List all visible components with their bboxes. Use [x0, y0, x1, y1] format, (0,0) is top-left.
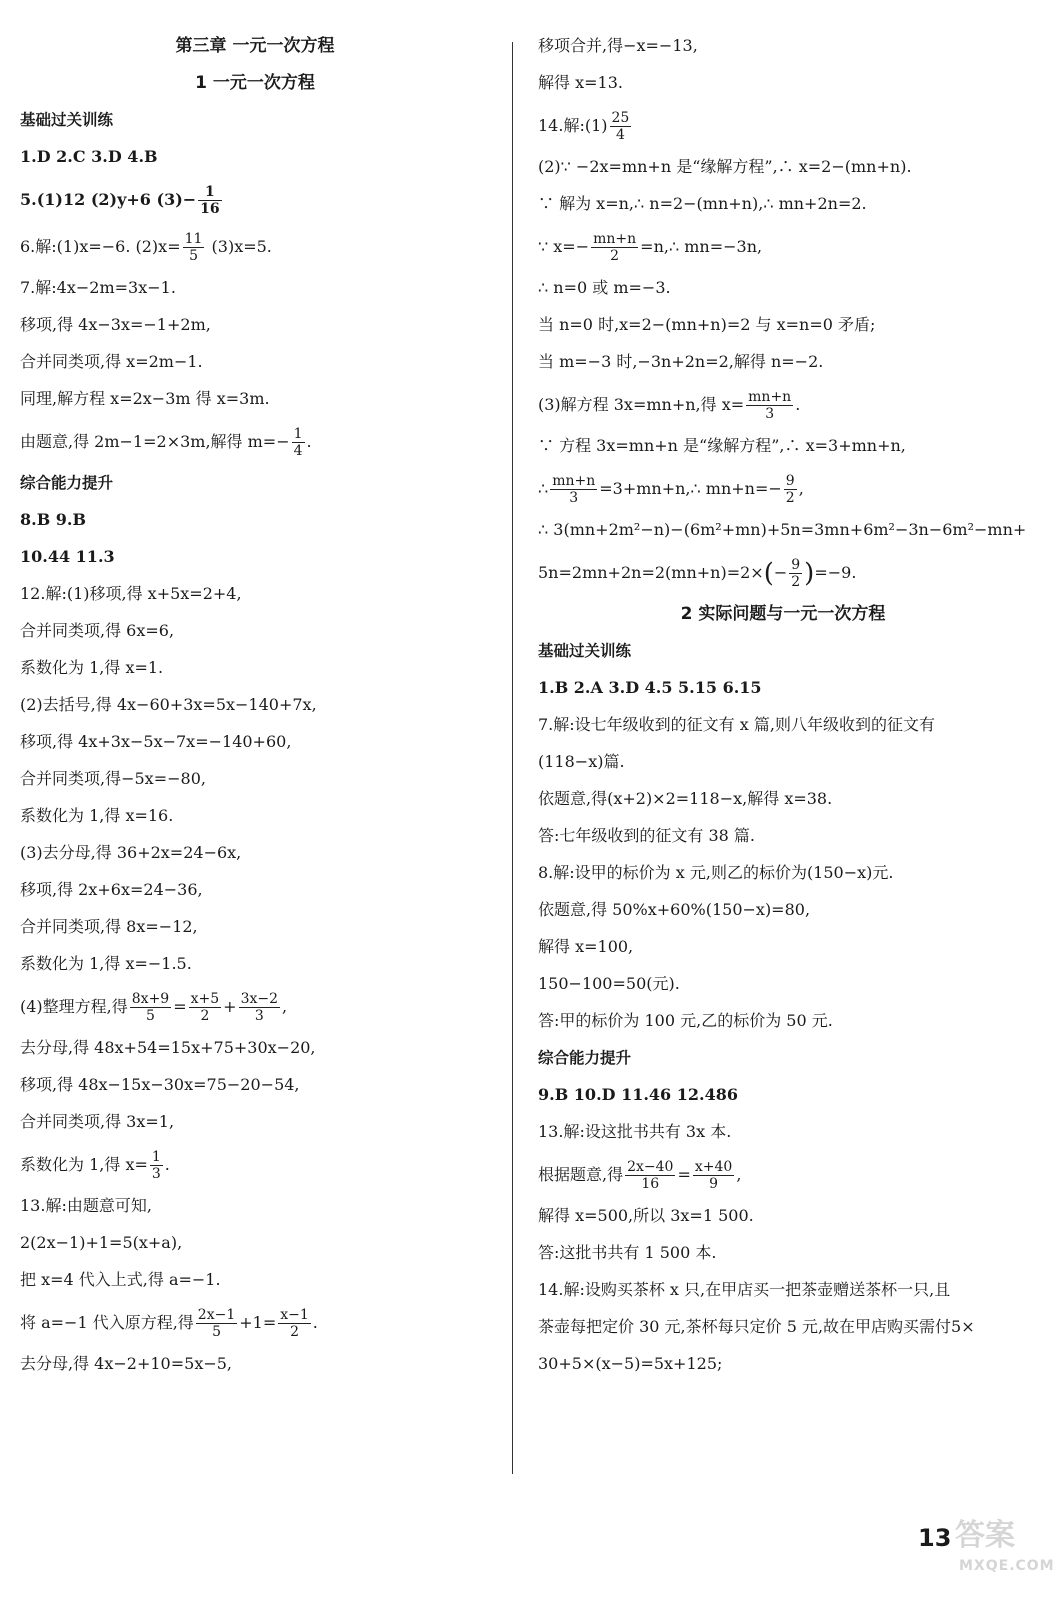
section-title-1: 1 一元一次方程 [195, 73, 315, 93]
solution-line: 合并同类项,得 x=2m−1. [20, 352, 203, 371]
watermark-text: 答案 [955, 1518, 1015, 1553]
fraction: $\frac{mn+n}{3}$ [748, 389, 792, 422]
answer-line: 1.D 2.C 3.D 4.B [20, 147, 158, 166]
watermark-logo [955, 1510, 1055, 1590]
fraction: $\frac{3x-2}{3}$ [240, 991, 279, 1024]
solution-line: 7.解:设七年级收到的征文有 x 篇,则八年级收到的征文有 [538, 715, 935, 734]
solution-line: ∴ 3(mn+2m²−n)−(6m²+mn)+5n=3mn+6m²−3n−6m²−mn+ [538, 520, 1027, 539]
fraction: $\frac{2x-40}{16}$ [627, 1159, 674, 1192]
answer-line: 5.(1)12 (2)y+6 (3)− $\frac{1}{16}$ [20, 184, 220, 217]
solution-line: 移项,得 4x+3x−5x−7x=−140+60, [20, 732, 292, 751]
fraction: $\frac{8x+9}{5}$ [131, 991, 170, 1024]
solution-line: 移项,得 48x−15x−30x=75−20−54, [20, 1075, 300, 1094]
solution-line: 5n=2mn+2n=2(mn+n)=2×(− $\frac{9}{2}$ )=−9. [538, 557, 857, 590]
fraction: $\frac{2x-1}{5}$ [197, 1307, 236, 1340]
solution-line: 系数化为 1,得 x=16. [20, 806, 174, 825]
solution-line: (3)去分母,得 36+2x=24−6x, [20, 843, 242, 862]
solution-line: 把 x=4 代入上式,得 a=−1. [20, 1270, 221, 1289]
solution-line: 2(2x−1)+1=5(x+a), [20, 1233, 183, 1252]
solution-line: 依题意,得(x+2)×2=118−x,解得 x=38. [538, 789, 833, 808]
solution-line: 解得 x=500,所以 3x=1 500. [538, 1206, 754, 1225]
solution-line: 移项合并,得−x=−13, [538, 36, 698, 55]
left-column [20, 36, 490, 1391]
solution-line: ∵ x=− $\frac{mn+n}{2}$ =n,∴ mn=−3n, [538, 231, 763, 264]
solution-line: 去分母,得 4x−2+10=5x−5, [20, 1354, 233, 1373]
solution-line: 30+5×(x−5)=5x+125; [538, 1354, 723, 1373]
page-number: 13 [918, 1524, 952, 1552]
solution-line: (118−x)篇. [538, 752, 625, 771]
solution-line: 解得 x=100, [538, 937, 634, 956]
solution-line: (2)∵ −2x=mn+n 是“缘解方程”,∴ x=2−(mn+n). [538, 157, 912, 176]
fraction: $\frac{x-1}{2}$ [280, 1307, 309, 1340]
solution-line: 依题意,得 50%x+60%(150−x)=80, [538, 900, 811, 919]
solution-line: 当 m=−3 时,−3n+2n=2,解得 n=−2. [538, 352, 824, 371]
subsection-basic: 基础过关训练 [20, 111, 114, 129]
subsection-comprehensive: 综合能力提升 [20, 474, 114, 492]
solution-line: 合并同类项,得 8x=−12, [20, 917, 198, 936]
answer-line: 8.B 9.B [20, 510, 87, 529]
solution-line: 答:七年级收到的征文有 38 篇. [538, 826, 756, 845]
solution-line: 茶壶每把定价 30 元,茶杯每只定价 5 元,故在甲店购买需付5× [538, 1317, 975, 1336]
solution-line: 合并同类项,得 3x=1, [20, 1112, 175, 1131]
fraction: $\frac{x+5}{2}$ [190, 991, 220, 1024]
answer-line: 10.44 11.3 [20, 547, 115, 566]
watermark-url: MXQE.COM [959, 1558, 1055, 1574]
solution-line: 12.解:(1)移项,得 x+5x=2+4, [20, 584, 242, 603]
solution-line: 答:甲的标价为 100 元,乙的标价为 50 元. [538, 1011, 833, 1030]
solution-line: ∵ 方程 3x=mn+n 是“缘解方程”,∴ x=3+mn+n, [538, 436, 906, 455]
fraction: $\frac{25}{4}$ [611, 110, 630, 143]
subsection-comprehensive: 综合能力提升 [538, 1049, 632, 1067]
column-divider [512, 42, 513, 1474]
fraction: $\frac{9}{2}$ [791, 557, 801, 590]
solution-line: 合并同类项,得 6x=6, [20, 621, 175, 640]
solution-line: 根据题意,得 $\frac{2x-40}{16}$ = $\frac{x+40}{9}$ , [538, 1159, 742, 1192]
solution-line: 13.解:设这批书共有 3x 本. [538, 1122, 732, 1141]
solution-line: 答:这批书共有 1 500 本. [538, 1243, 717, 1262]
answer-line: 9.B 10.D 11.46 12.486 [538, 1085, 738, 1104]
answer-line: 6.解:(1)x=−6. (2)x= $\frac{11}{5}$ (3)x=5. [20, 231, 272, 264]
fraction: $\frac{1}{16}$ [200, 184, 220, 217]
solution-line: 8.解:设甲的标价为 x 元,则乙的标价为(150−x)元. [538, 863, 894, 882]
solution-line: 13.解:由题意可知, [20, 1196, 152, 1215]
fraction: $\frac{11}{5}$ [184, 231, 203, 264]
solution-line: 当 n=0 时,x=2−(mn+n)=2 与 x=n=0 矛盾; [538, 315, 876, 334]
fraction: $\frac{1}{4}$ [293, 426, 303, 459]
solution-line: 系数化为 1,得 x=1. [20, 658, 164, 677]
fraction: $\frac{mn+n}{3}$ [552, 473, 596, 506]
fraction: $\frac{9}{2}$ [785, 473, 795, 506]
fraction: $\frac{1}{3}$ [151, 1149, 161, 1182]
solution-line: 同理,解方程 x=2x−3m 得 x=3m. [20, 389, 270, 408]
section-title-2: 2 实际问题与一元一次方程 [680, 604, 886, 624]
solution-line: ∴ n=0 或 m=−3. [538, 278, 671, 297]
right-column [538, 36, 1028, 1391]
solution-line: 合并同类项,得−5x=−80, [20, 769, 206, 788]
solution-line: 系数化为 1,得 x= $\frac{1}{3}$ . [20, 1149, 170, 1182]
solution-line: (2)去括号,得 4x−60+3x=5x−140+7x, [20, 695, 317, 714]
solution-line: 将 a=−1 代入原方程,得 $\frac{2x-1}{5}$ +1= $\frac{x-1}{2}$ . [20, 1307, 318, 1340]
answer-line: 1.B 2.A 3.D 4.5 5.15 6.15 [538, 678, 762, 697]
solution-line: ∵ 解为 x=n,∴ n=2−(mn+n),∴ mn+2n=2. [538, 194, 867, 213]
solution-line: 14.解:(1) $\frac{25}{4}$ [538, 110, 630, 143]
solution-line: 7.解:4x−2m=3x−1. [20, 278, 176, 297]
fraction: $\frac{mn+n}{2}$ [593, 231, 637, 264]
solution-line: 去分母,得 48x+54=15x+75+30x−20, [20, 1038, 316, 1057]
solution-line: (4)整理方程,得 $\frac{8x+9}{5}$ = $\frac{x+5}{2}$ + $\frac{3x-2}{3}$ , [20, 991, 288, 1024]
fraction: $\frac{x+40}{9}$ [694, 1159, 733, 1192]
solution-line: 移项,得 2x+6x=24−36, [20, 880, 203, 899]
solution-line: (3)解方程 3x=mn+n,得 x= $\frac{mn+n}{3}$ . [538, 389, 801, 422]
chapter-title: 第三章 一元一次方程 [175, 36, 335, 56]
subsection-basic: 基础过关训练 [538, 642, 632, 660]
solution-line: 150−100=50(元). [538, 974, 680, 993]
solution-line: 由题意,得 2m−1=2×3m,解得 m=− $\frac{1}{4}$ . [20, 426, 312, 459]
solution-line: 14.解:设购买茶杯 x 只,在甲店买一把茶壶赠送茶杯一只,且 [538, 1280, 951, 1299]
solution-line: 解得 x=13. [538, 73, 623, 92]
solution-line: ∴ $\frac{mn+n}{3}$ =3+mn+n,∴ mn+n=− $\frac{9}{2}$ , [538, 473, 804, 506]
solution-line: 移项,得 4x−3x=−1+2m, [20, 315, 211, 334]
solution-line: 系数化为 1,得 x=−1.5. [20, 954, 192, 973]
